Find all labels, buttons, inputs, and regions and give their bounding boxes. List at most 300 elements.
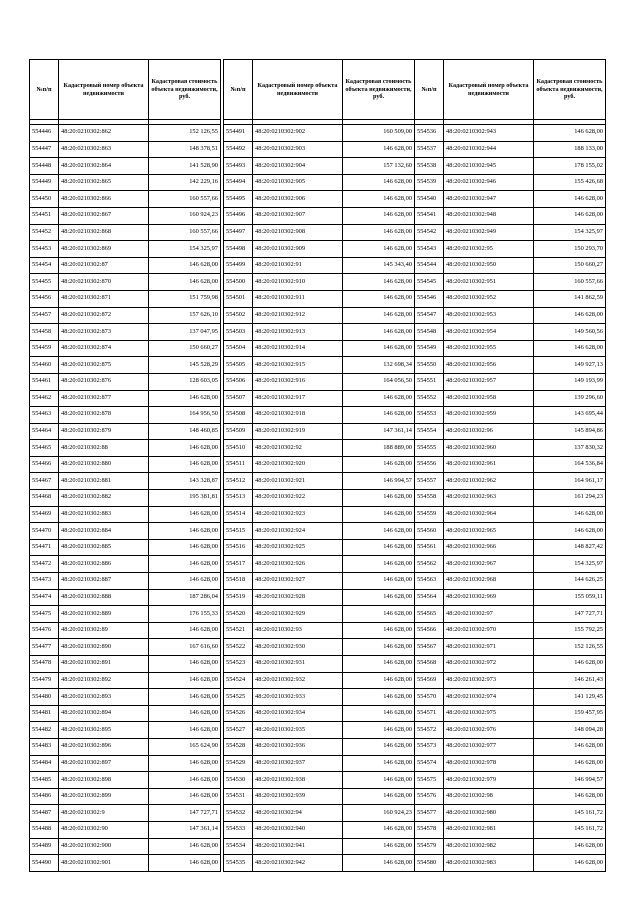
cadastral-value: 137 047,95 [149, 324, 221, 341]
header-number: №п/п [224, 60, 253, 120]
cadastral-id: 48:20:0210302:938 [253, 772, 343, 789]
cadastral-value: 160 924,23 [343, 805, 415, 822]
cadastral-id: 48:20:0210302:862 [59, 125, 149, 142]
table-row [224, 241, 415, 258]
table-row [415, 556, 606, 573]
cadastral-value: 141 129,45 [534, 689, 606, 706]
cadastral-value: 146 628,00 [534, 340, 606, 357]
cadastral-value: 178 155,02 [534, 158, 606, 175]
cadastral-value: 146 628,00 [343, 141, 415, 158]
cadastral-value: 142 229,16 [149, 174, 221, 191]
cadastral-value: 146 628,00 [149, 556, 221, 573]
cadastral-id: 48:20:0210302:965 [444, 523, 534, 540]
cadastral-id: 48:20:0210302:971 [444, 639, 534, 656]
row-number: 554488 [30, 821, 59, 838]
cadastral-id: 48:20:0210302:867 [59, 207, 149, 224]
row-number: 554521 [224, 622, 253, 639]
cadastral-value: 146 628,00 [534, 788, 606, 805]
cadastral-id: 48:20:0210302:924 [253, 523, 343, 540]
table-row [30, 606, 221, 623]
cadastral-id: 48:20:0210302:97 [444, 606, 534, 623]
row-number: 554453 [30, 241, 59, 258]
row-number: 554562 [415, 556, 444, 573]
cadastral-value: 155 426,68 [534, 174, 606, 191]
cadastral-id: 48:20:0210302:907 [253, 207, 343, 224]
row-number: 554506 [224, 373, 253, 390]
cadastral-id: 48:20:0210302:896 [59, 738, 149, 755]
table-row [415, 191, 606, 208]
row-number: 554465 [30, 440, 59, 457]
table-body [224, 125, 415, 872]
row-number: 554535 [224, 855, 253, 872]
table-row [224, 373, 415, 390]
cadastral-value: 146 628,00 [343, 490, 415, 507]
cadastral-value: 164 956,50 [149, 407, 221, 424]
table-row [415, 639, 606, 656]
table-row [224, 589, 415, 606]
cadastral-id: 48:20:0210302:865 [59, 174, 149, 191]
row-number: 554502 [224, 307, 253, 324]
cadastral-value: 167 616,60 [149, 639, 221, 656]
table-row [30, 125, 221, 142]
cadastral-id: 48:20:0210302:957 [444, 373, 534, 390]
row-number: 554449 [30, 174, 59, 191]
cadastral-id: 48:20:0210302:873 [59, 324, 149, 341]
table-row [30, 307, 221, 324]
cadastral-id: 48:20:0210302:889 [59, 606, 149, 623]
cadastral-value: 146 628,00 [343, 622, 415, 639]
cadastral-id: 48:20:0210302:933 [253, 689, 343, 706]
row-number: 554514 [224, 506, 253, 523]
table-row [415, 274, 606, 291]
cadastral-id: 48:20:0210302:892 [59, 672, 149, 689]
table-row [224, 290, 415, 307]
table-row [415, 407, 606, 424]
row-number: 554528 [224, 738, 253, 755]
table-row [30, 373, 221, 390]
table-row [224, 738, 415, 755]
table-row [415, 539, 606, 556]
cadastral-id: 48:20:0210302:936 [253, 738, 343, 755]
row-number: 554526 [224, 705, 253, 722]
cadastral-value: 146 628,00 [149, 274, 221, 291]
row-number: 554464 [30, 423, 59, 440]
cadastral-value: 147 727,71 [534, 606, 606, 623]
row-number: 554448 [30, 158, 59, 175]
cadastral-value: 154 325,97 [149, 241, 221, 258]
table-row [415, 772, 606, 789]
table-row [224, 423, 415, 440]
cadastral-id: 48:20:0210302:934 [253, 705, 343, 722]
cadastral-value: 146 628,00 [149, 539, 221, 556]
cadastral-value: 159 457,95 [534, 705, 606, 722]
table-row [224, 539, 415, 556]
cadastral-value: 146 628,00 [343, 390, 415, 407]
cadastral-id: 48:20:0210302:895 [59, 722, 149, 739]
cadastral-value: 146 628,00 [149, 523, 221, 540]
row-number: 554507 [224, 390, 253, 407]
row-number: 554460 [30, 357, 59, 374]
row-number: 554503 [224, 324, 253, 341]
table-row [224, 556, 415, 573]
row-number: 554469 [30, 506, 59, 523]
cadastral-value: 147 361,14 [149, 821, 221, 838]
cadastral-value: 137 830,32 [534, 440, 606, 457]
cadastral-value: 144 626,25 [534, 573, 606, 590]
cadastral-id: 48:20:0210302:980 [444, 805, 534, 822]
row-number: 554560 [415, 523, 444, 540]
cadastral-id: 48:20:0210302:868 [59, 224, 149, 241]
cadastral-id: 48:20:0210302:944 [444, 141, 534, 158]
table-row [224, 821, 415, 838]
row-number: 554520 [224, 606, 253, 623]
table-row [415, 838, 606, 855]
row-number: 554473 [30, 573, 59, 590]
cadastral-value: 143 695,44 [534, 407, 606, 424]
cadastral-id: 48:20:0210302:937 [253, 755, 343, 772]
table-row [30, 191, 221, 208]
table-row [415, 473, 606, 490]
cadastral-value: 146 628,00 [534, 656, 606, 673]
cadastral-id: 48:20:0210302:940 [253, 821, 343, 838]
row-number: 554487 [30, 805, 59, 822]
cadastral-id: 48:20:0210302:905 [253, 174, 343, 191]
row-number: 554510 [224, 440, 253, 457]
cadastral-value: 146 628,00 [343, 506, 415, 523]
cadastral-id: 48:20:0210302:979 [444, 772, 534, 789]
row-number: 554495 [224, 191, 253, 208]
row-number: 554475 [30, 606, 59, 623]
cadastral-id: 48:20:0210302:976 [444, 722, 534, 739]
table-row [30, 274, 221, 291]
cadastral-id: 48:20:0210302:961 [444, 456, 534, 473]
cadastral-id: 48:20:0210302:864 [59, 158, 149, 175]
cadastral-id: 48:20:0210302:939 [253, 788, 343, 805]
cadastral-id: 48:20:0210302:920 [253, 456, 343, 473]
cadastral-value: 146 628,00 [343, 407, 415, 424]
table-header-row [30, 60, 221, 120]
row-number: 554494 [224, 174, 253, 191]
table-row [30, 705, 221, 722]
row-number: 554576 [415, 788, 444, 805]
cadastral-id: 48:20:0210302:969 [444, 589, 534, 606]
cadastral-value: 146 628,00 [149, 456, 221, 473]
cadastral-id: 48:20:0210302:941 [253, 838, 343, 855]
table-row [30, 257, 221, 274]
table-row [224, 407, 415, 424]
cadastral-value: 146 628,00 [534, 307, 606, 324]
cadastral-id: 48:20:0210302:879 [59, 423, 149, 440]
cadastral-id: 48:20:0210302:931 [253, 656, 343, 673]
cadastral-id: 48:20:0210302:973 [444, 672, 534, 689]
cadastral-id: 48:20:0210302:977 [444, 738, 534, 755]
table-row [224, 689, 415, 706]
row-number: 554546 [415, 290, 444, 307]
row-number: 554447 [30, 141, 59, 158]
table-row [415, 207, 606, 224]
cadastral-value: 160 557,66 [149, 224, 221, 241]
cadastral-value: 147 361,14 [343, 423, 415, 440]
cadastral-id: 48:20:0210302:919 [253, 423, 343, 440]
row-number: 554486 [30, 788, 59, 805]
row-number: 554573 [415, 738, 444, 755]
cadastral-value: 146 994,57 [343, 473, 415, 490]
cadastral-value: 165 624,90 [149, 738, 221, 755]
table-row [30, 390, 221, 407]
table-row [415, 340, 606, 357]
row-number: 554463 [30, 407, 59, 424]
table-row [415, 290, 606, 307]
cadastral-value: 146 628,00 [343, 224, 415, 241]
table-row [30, 656, 221, 673]
table-row [224, 324, 415, 341]
cadastral-id: 48:20:0210302:92 [253, 440, 343, 457]
cadastral-id: 48:20:0210302:903 [253, 141, 343, 158]
table-body [415, 125, 606, 872]
row-number: 554547 [415, 307, 444, 324]
cadastral-value: 146 628,00 [343, 307, 415, 324]
cadastral-value: 146 628,00 [534, 755, 606, 772]
table-row [415, 523, 606, 540]
cadastral-value: 141 862,59 [534, 290, 606, 307]
cadastral-value: 149 560,56 [534, 324, 606, 341]
table-row [224, 224, 415, 241]
cadastral-value: 164 056,50 [343, 373, 415, 390]
table-row [415, 788, 606, 805]
cadastral-id: 48:20:0210302:94 [253, 805, 343, 822]
cadastral-id: 48:20:0210302:960 [444, 440, 534, 457]
table-header-row [415, 60, 606, 120]
table-row [224, 125, 415, 142]
table-row [30, 523, 221, 540]
cadastral-value: 146 628,00 [149, 838, 221, 855]
cadastral-value: 146 628,00 [343, 656, 415, 673]
cadastral-value: 146 628,00 [343, 290, 415, 307]
table-row [30, 224, 221, 241]
cadastral-id: 48:20:0210302:949 [444, 224, 534, 241]
row-number: 554574 [415, 755, 444, 772]
table-row [415, 440, 606, 457]
row-number: 554454 [30, 257, 59, 274]
row-number: 554512 [224, 473, 253, 490]
cadastral-id: 48:20:0210302:921 [253, 473, 343, 490]
cadastral-value: 146 628,00 [343, 639, 415, 656]
row-number: 554543 [415, 241, 444, 258]
cadastral-id: 48:20:0210302:897 [59, 755, 149, 772]
cadastral-id: 48:20:0210302:894 [59, 705, 149, 722]
row-number: 554472 [30, 556, 59, 573]
cadastral-value: 139 296,60 [534, 390, 606, 407]
row-number: 554536 [415, 125, 444, 142]
cadastral-value: 146 628,00 [534, 506, 606, 523]
cadastral-value: 146 628,00 [343, 705, 415, 722]
cadastral-value: 146 628,00 [343, 821, 415, 838]
row-number: 554579 [415, 838, 444, 855]
cadastral-id: 48:20:0210302:952 [444, 290, 534, 307]
table-row [30, 357, 221, 374]
cadastral-value: 146 628,00 [149, 772, 221, 789]
cadastral-id: 48:20:0210302:972 [444, 656, 534, 673]
table-row [30, 290, 221, 307]
cadastral-value: 146 628,00 [343, 606, 415, 623]
table-row [415, 373, 606, 390]
row-number: 554451 [30, 207, 59, 224]
cadastral-id: 48:20:0210302:89 [59, 622, 149, 639]
cadastral-id: 48:20:0210302:875 [59, 357, 149, 374]
header-cadastral-value: Кадастровая стоимость объекта недвижимости, руб. [343, 60, 415, 120]
cadastral-id: 48:20:0210302:877 [59, 390, 149, 407]
table-row [415, 224, 606, 241]
row-number: 554554 [415, 423, 444, 440]
row-number: 554508 [224, 407, 253, 424]
cadastral-value: 146 628,00 [343, 788, 415, 805]
cadastral-id: 48:20:0210302:914 [253, 340, 343, 357]
cadastral-id: 48:20:0210302:866 [59, 191, 149, 208]
cadastral-value: 146 628,00 [343, 738, 415, 755]
cadastral-value: 152 126,55 [534, 639, 606, 656]
row-number: 554525 [224, 689, 253, 706]
row-number: 554484 [30, 755, 59, 772]
row-number: 554467 [30, 473, 59, 490]
cadastral-value: 148 094,28 [534, 722, 606, 739]
cadastral-id: 48:20:0210302:951 [444, 274, 534, 291]
row-number: 554539 [415, 174, 444, 191]
table-row [224, 357, 415, 374]
cadastral-id: 48:20:0210302:908 [253, 224, 343, 241]
table-row [30, 838, 221, 855]
cadastral-value: 146 628,00 [149, 656, 221, 673]
cadastral-id: 48:20:0210302:880 [59, 456, 149, 473]
table-row [415, 423, 606, 440]
table-row [224, 755, 415, 772]
cadastral-value: 145 894,86 [534, 423, 606, 440]
cadastral-value: 149 193,99 [534, 373, 606, 390]
row-number: 554519 [224, 589, 253, 606]
header-number: №п/п [30, 60, 59, 120]
row-number: 554558 [415, 490, 444, 507]
cadastral-value: 146 628,00 [343, 324, 415, 341]
row-number: 554555 [415, 440, 444, 457]
row-number: 554483 [30, 738, 59, 755]
row-number: 554452 [30, 224, 59, 241]
cadastral-id: 48:20:0210302:955 [444, 340, 534, 357]
row-number: 554476 [30, 622, 59, 639]
row-number: 554540 [415, 191, 444, 208]
cadastral-id: 48:20:0210302:975 [444, 705, 534, 722]
row-number: 554477 [30, 639, 59, 656]
table-row [224, 606, 415, 623]
table-row [30, 141, 221, 158]
cadastral-value: 150 293,70 [534, 241, 606, 258]
row-number: 554544 [415, 257, 444, 274]
header-cadastral-id: Кадастровый номер объекта недвижимости [253, 60, 343, 120]
cadastral-id: 48:20:0210302:945 [444, 158, 534, 175]
cadastral-id: 48:20:0210302:926 [253, 556, 343, 573]
row-number: 554570 [415, 689, 444, 706]
cadastral-value: 155 792,25 [534, 622, 606, 639]
row-number: 554532 [224, 805, 253, 822]
cadastral-id: 48:20:0210302:98 [444, 788, 534, 805]
row-number: 554553 [415, 407, 444, 424]
table-row [415, 656, 606, 673]
row-number: 554499 [224, 257, 253, 274]
table-row [30, 821, 221, 838]
cadastral-id: 48:20:0210302:946 [444, 174, 534, 191]
cadastral-value: 146 994,57 [534, 772, 606, 789]
cadastral-id: 48:20:0210302:902 [253, 125, 343, 142]
row-number: 554559 [415, 506, 444, 523]
cadastral-id: 48:20:0210302:935 [253, 722, 343, 739]
table-row [415, 241, 606, 258]
cadastral-id: 48:20:0210302:922 [253, 490, 343, 507]
cadastral-id: 48:20:0210302:890 [59, 639, 149, 656]
cadastral-id: 48:20:0210302:863 [59, 141, 149, 158]
header-number: №п/п [415, 60, 444, 120]
table-row [224, 672, 415, 689]
cadastral-id: 48:20:0210302:909 [253, 241, 343, 258]
table-row [224, 506, 415, 523]
row-number: 554563 [415, 573, 444, 590]
row-number: 554466 [30, 456, 59, 473]
table-row [224, 257, 415, 274]
cadastral-id: 48:20:0210302:981 [444, 821, 534, 838]
row-number: 554496 [224, 207, 253, 224]
table-row [30, 473, 221, 490]
cadastral-value: 146 628,00 [343, 755, 415, 772]
row-number: 554530 [224, 772, 253, 789]
table-row [30, 589, 221, 606]
row-number: 554580 [415, 855, 444, 872]
row-number: 554458 [30, 324, 59, 341]
row-number: 554552 [415, 390, 444, 407]
cadastral-value: 176 155,33 [149, 606, 221, 623]
row-number: 554524 [224, 672, 253, 689]
cadastral-id: 48:20:0210302:87 [59, 257, 149, 274]
cadastral-value: 146 628,00 [534, 838, 606, 855]
table-row [30, 407, 221, 424]
table-row [30, 672, 221, 689]
cadastral-id: 48:20:0210302:883 [59, 506, 149, 523]
cadastral-id: 48:20:0210302:974 [444, 689, 534, 706]
cadastral-id: 48:20:0210302:88 [59, 440, 149, 457]
row-number: 554479 [30, 672, 59, 689]
cadastral-id: 48:20:0210302:915 [253, 357, 343, 374]
cadastral-value: 164 536,84 [534, 456, 606, 473]
cadastral-value: 146 628,00 [149, 689, 221, 706]
row-number: 554462 [30, 390, 59, 407]
row-number: 554518 [224, 573, 253, 590]
row-number: 554446 [30, 125, 59, 142]
cadastral-value: 154 325,97 [534, 556, 606, 573]
row-number: 554450 [30, 191, 59, 208]
cadastral-id: 48:20:0210302:930 [253, 639, 343, 656]
cadastral-id: 48:20:0210302:891 [59, 656, 149, 673]
table-row [30, 174, 221, 191]
row-number: 554509 [224, 423, 253, 440]
table-row [30, 722, 221, 739]
row-number: 554557 [415, 473, 444, 490]
row-number: 554501 [224, 290, 253, 307]
table-row [415, 573, 606, 590]
cadastral-value: 143 328,87 [149, 473, 221, 490]
table-row [30, 158, 221, 175]
row-number: 554572 [415, 722, 444, 739]
cadastral-value: 146 628,00 [149, 705, 221, 722]
row-number: 554489 [30, 838, 59, 855]
cadastral-value: 146 628,00 [149, 755, 221, 772]
row-number: 554527 [224, 722, 253, 739]
table-row [224, 456, 415, 473]
